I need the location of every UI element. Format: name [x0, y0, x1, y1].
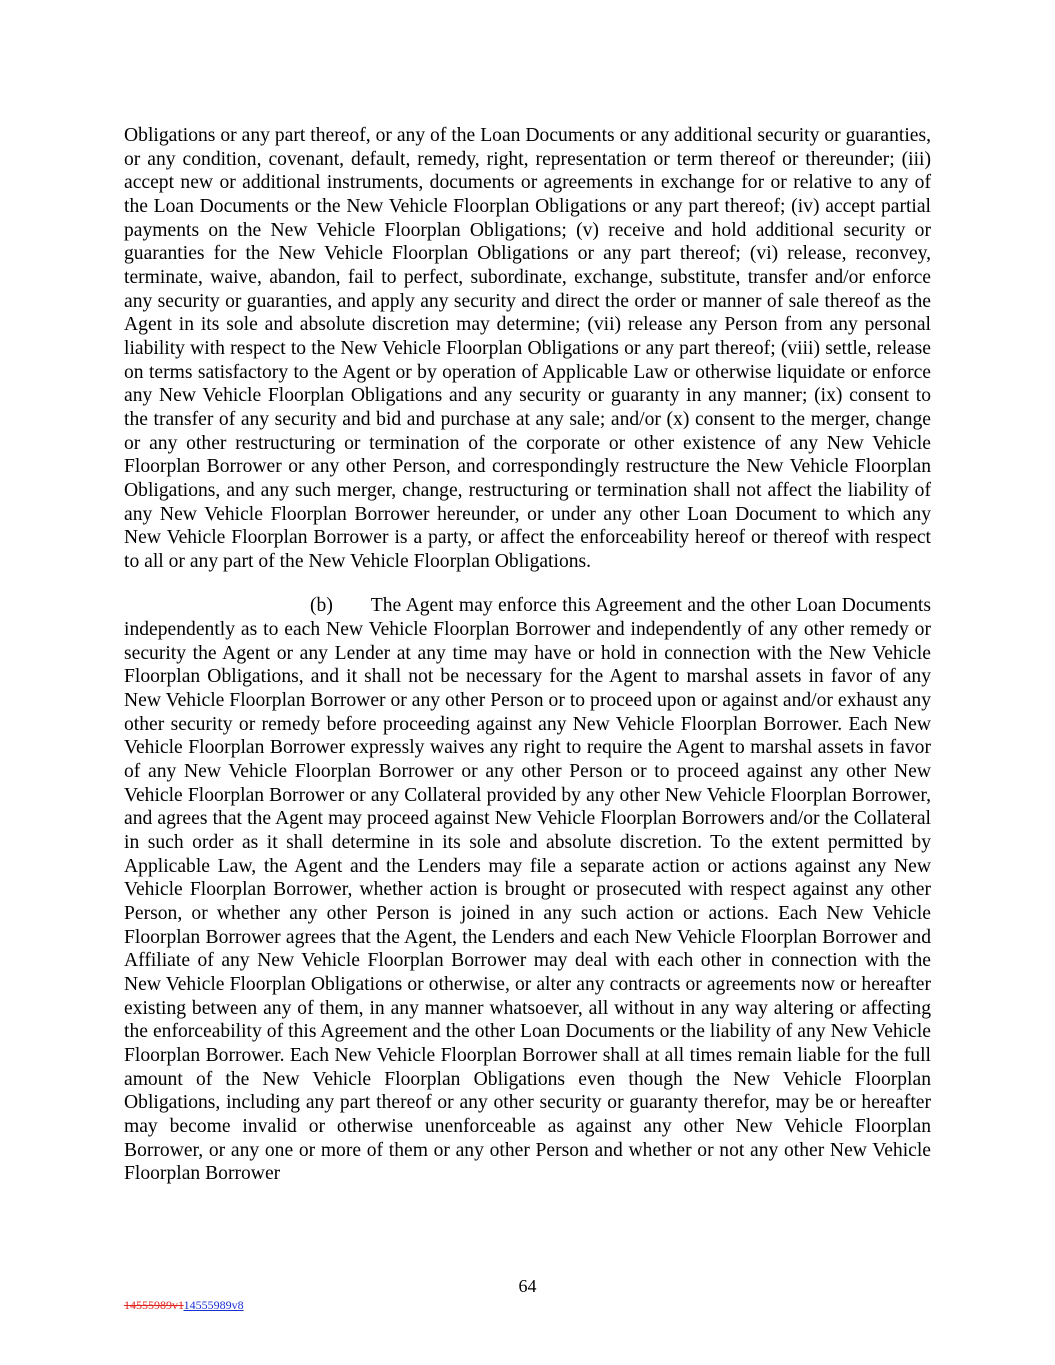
document-body	[124, 124, 931, 1186]
document-reference	[124, 1298, 244, 1313]
paragraph-b	[124, 594, 931, 1185]
doc-id-deleted: 14555989v1	[124, 1298, 184, 1312]
doc-id-inserted: 14555989v8	[183, 1298, 244, 1312]
page-number: 64	[518, 1276, 537, 1296]
paragraph-b-text: The Agent may enforce this Agreement and the other Loan Documents independently as to each New Vehicle Floorplan Borrower and independently of any other remedy or security the Agent or any Lender at any time may have or hold in connection with the New Vehicle Floorplan Obligations, and it shall not be necessary for the Agent to marshal assets in favor of any New Vehicle Floorplan Borrower or any other Person or to proceed upon or against and/or exhaust any other security or remedy before proceeding against any New Vehicle Floorplan Borrower. Each New Vehicle Floorplan Borrower expressly waives any right to require the Agent to marshal assets in favor of any New Vehicle Floorplan Borrower or any other Person or to proceed against any other New Vehicle Floorplan Borrower or any Collateral provided by any other New Vehicle Floorplan Borrower, and agrees that the Agent may proceed against New Vehicle Floorplan Borrowers and/or the Collateral in such order as it shall determine in its sole and absolute discretion. To the extent permitted by Applicable Law, the Agent and the Lenders may file a separate action or actions against any New Vehicle Floorplan Borrower, whether action is brought or prosecuted with respect against any other Person, or whether any other Person is joined in any such action or actions. Each New Vehicle Floorplan Borrower agrees that the Agent, the Lenders and each New Vehicle Floorplan Borrower and Affiliate of any New Vehicle Floorplan Borrower may deal with each other in connection with the New Vehicle Floorplan Obligations or otherwise, or alter any contracts or agreements now or hereafter existing between any of them, in any manner whatsoever, all without in any way altering or affecting the enforceability of this Agreement and the other Loan Documents or the liability of any New Vehicle Floorplan Borrower. Each New Vehicle Floorplan Borrower shall at all times remain liable for the full amount of the New Vehicle Floorplan Obligations even though the New Vehicle Floorplan Obligations, including any part thereof or any other security or guaranty therefor, may be or hereafter may become invalid or otherwise unenforceable as against any other New Vehicle Floorplan Borrower, or any one or more of them or any other Person and whether or not any other New Vehicle Floorplan Borrower	[124, 595, 931, 1185]
paragraph-b-label: (b)	[310, 595, 333, 617]
paragraph-a-continued: Obligations or any part thereof, or any of the Loan Documents or any additional security or guaranties, or any condition, covenant, default, remedy, right, representation or term thereof or thereunder; (iii) accept new or additional instruments, documents or agreements in exchange for or relative to any of the Loan Documents or the New Vehicle Floorplan Obligations or any part thereof; (iv) accept partial payments on the New Vehicle Floorplan Obligations; (v) receive and hold additional security or guaranties for the New Vehicle Floorplan Obligations or any part thereof; (vi) release, reconvey, terminate, waive, abandon, fail to perfect, subordinate, exchange, substitute, transfer and/or enforce any security or guaranties, and apply any security and direct the order or manner of sale thereof as the Agent in its sole and absolute discretion may determine; (vii) release any Person from any personal liability with respect to the New Vehicle Floorplan Obligations or any part thereof; (viii) settle, release on terms satisfactory to the Agent or by operation of Applicable Law or otherwise liquidate or enforce any New Vehicle Floorplan Obligations and any security or guaranty in any manner; (ix) consent to the transfer of any security and bid and purchase at any sale; and/or (x) consent to the merger, change or any other restructuring or termination of the corporate or other existence of any New Vehicle Floorplan Borrower or any other Person, and correspondingly restructure the New Vehicle Floorplan Obligations, and any such merger, change, restructuring or termination shall not affect the liability of any New Vehicle Floorplan Borrower hereunder, or under any other Loan Document to which any New Vehicle Floorplan Borrower is a party, or affect the enforceability hereof or thereof with respect to all or any part of the New Vehicle Floorplan Obligations.	[124, 125, 931, 572]
